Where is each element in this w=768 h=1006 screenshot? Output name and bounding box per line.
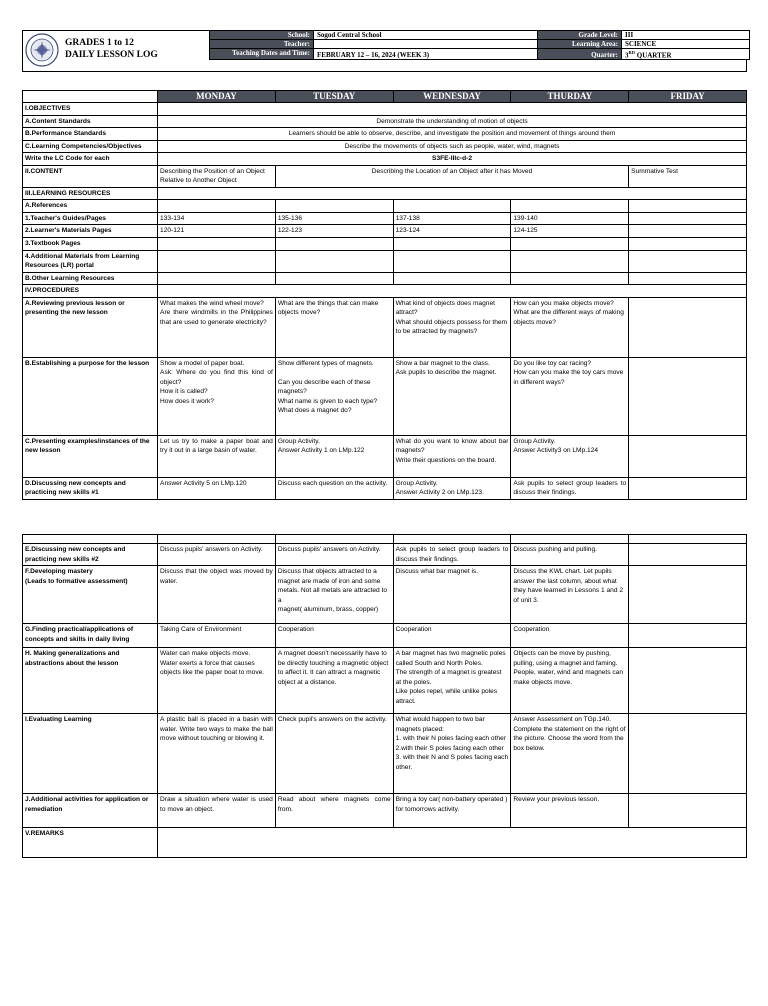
blank-cell (275, 272, 393, 285)
procedures-heading: IV.PROCEDURES (23, 285, 158, 298)
blank-cell (629, 250, 747, 272)
procedure-cell: Answer Activity 5 on LMp.120 (158, 477, 276, 499)
blank-cell (158, 535, 276, 544)
learners-materials-tuesday: 122-123 (275, 225, 393, 238)
learners-materials-wednesday: 123-124 (393, 225, 511, 238)
blank-cell (23, 535, 158, 544)
procedure-cell: Discuss pupils' answers on Activity. (158, 544, 276, 566)
day-wednesday: WEDNESDAY (393, 91, 511, 103)
procedure-cell: Show different types of magnets. Can you describe each of these magnets? What name is given to each type? What does a magnet do? (275, 357, 393, 435)
performance-standards-label: B.Performance Standards (23, 128, 158, 141)
competencies-label: C.Learning Competencies/Objectives (23, 140, 158, 153)
procedure-cell: Ask pupils to select group leaders to discuss their findings. (511, 477, 629, 499)
procedure-cell: Group Activity. Answer Activity 1 on LMp.122 (275, 435, 393, 477)
blank-cell (275, 238, 393, 251)
blank-cell (629, 238, 747, 251)
blank-cell (158, 238, 276, 251)
blank-cell (511, 535, 629, 544)
teachers-guide-tuesday: 135-136 (275, 212, 393, 225)
day-header-row (23, 91, 747, 103)
procedure-row (23, 297, 747, 357)
learners-materials-label: 2.Learner's Materials Pages (23, 225, 158, 238)
procedures-rows-page1 (23, 297, 747, 499)
procedure-row (23, 435, 747, 477)
procedure-row (23, 648, 747, 714)
procedure-cell: What are the things that can make objects move? (275, 297, 393, 357)
procedure-label: A.Reviewing previous lesson or presenting the new lesson (23, 297, 158, 357)
learning-area-label: Learning Area: (538, 40, 622, 49)
procedure-cell: Show a model of paper boat. Ask: Where do you find this kind of object? How it is called? How does it work? (158, 357, 276, 435)
blank-cell (393, 272, 511, 285)
teacher-value (314, 40, 538, 49)
school-label: School: (210, 31, 314, 40)
blank-cell (629, 272, 747, 285)
grade-level-label: Grade Level: (538, 31, 622, 40)
procedure-cell: A magnet doesn't necessarily have to be directly touching a magnetic object to affect it. It can attract a magnetic object at a distance. (275, 648, 393, 714)
day-header-blank (23, 91, 158, 103)
blank-cell (393, 250, 511, 272)
performance-standards-value: Learners should be able to observe, describe, and investigate the position and movement of things around them (158, 128, 747, 141)
resources-blank (158, 187, 747, 200)
blank-cell (629, 535, 747, 544)
grade-level-value: III (622, 31, 750, 40)
quarter-label: Quarter: (538, 49, 622, 60)
procedure-cell: How can you make objects move? What are the different ways of making objects move? (511, 297, 629, 357)
procedure-label: B.Establishing a purpose for the lesson (23, 357, 158, 435)
content-standards-label: A.Content Standards (23, 115, 158, 128)
procedure-cell (629, 794, 747, 828)
procedure-cell: Objects can be move by pushing, pulling, using a magnet and faming. People, water, wind and magnets can make objects move. (511, 648, 629, 714)
objectives-blank (158, 103, 747, 116)
content-monday: Describing the Position of an Object Relative to Another Object (158, 165, 276, 187)
procedure-cell: Discuss that objects attracted to a magnet are made of iron and some metals. Not all metals are attracted to a magnet( aluminum, brass, copper) (275, 566, 393, 624)
additional-materials-label: 4.Additional Materials from Learning Resources (LR) portal (23, 250, 158, 272)
procedure-cell: What kind of objects does magnet attract? What should objects possess for them to be attracted by magnets? (393, 297, 511, 357)
other-resources-label: B.Other Learning Resources (23, 272, 158, 285)
lc-code-label: Write the LC Code for each (23, 153, 158, 166)
procedure-cell: Discuss pushing and pulling. (511, 544, 629, 566)
objectives-heading: I.OBJECTIVES (23, 103, 158, 116)
blank-cell (275, 535, 393, 544)
procedure-cell: Answer Assessment on TGp.140. Complete the statement on the right of the picture. Choose the word from the box below. (511, 714, 629, 794)
procedure-cell: Water can make objects move. Water exerts a force that causes objects like the paper boat to move. (158, 648, 276, 714)
procedure-label: V.REMARKS (23, 828, 158, 858)
procedure-row (23, 566, 747, 624)
procedure-row (23, 357, 747, 435)
day-monday: MONDAY (158, 91, 276, 103)
textbook-pages-label: 3.Textbook Pages (23, 238, 158, 251)
procedure-cell: Draw a situation where water is used to move an object. (158, 794, 276, 828)
procedure-cell: Taking Care of Environment (158, 624, 276, 648)
procedure-cell (629, 297, 747, 357)
procedure-cell: Cooperation (511, 624, 629, 648)
procedure-cell (629, 357, 747, 435)
procedure-cell: Discuss the KWL chart. Let pupils answer the last column, about what they have learned in Lessons 1 and 2 of unit 3. (511, 566, 629, 624)
blank-cell (158, 272, 276, 285)
procedure-row (23, 477, 747, 499)
procedure-cell (629, 435, 747, 477)
blank-cell (158, 200, 276, 213)
blank-cell (629, 212, 747, 225)
teachers-guide-wednesday: 137-138 (393, 212, 511, 225)
lesson-log-table-page1 (22, 90, 747, 500)
procedure-cell: Show a bar magnet to the class. Ask pupils to describe the magnet. (393, 357, 511, 435)
procedure-cell: What makes the wind wheel move? Are there windmills in the Philippines that are used to generate electricity? (158, 297, 276, 357)
teacher-label: Teacher: (210, 40, 314, 49)
procedure-label: D.Discussing new concepts and practicing new skills #1 (23, 477, 158, 499)
learners-materials-monday: 120-121 (158, 225, 276, 238)
content-tue-thu: Describing the Location of an Object after it has Moved (275, 165, 628, 187)
procedure-cell: Group Activity. Answer Activity 2 on LMp.123. (393, 477, 511, 499)
procedure-cell (629, 624, 747, 648)
blank-cell (393, 200, 511, 213)
document-title (65, 37, 158, 61)
procedure-cell: Let us try to make a paper boat and try it out in a large basin of water. (158, 435, 276, 477)
blank-cell (511, 250, 629, 272)
teaching-dates-value: FEBRUARY 12 – 16, 2024 (WEEK 3) (314, 49, 538, 60)
procedures-blank (158, 285, 747, 298)
procedure-cell: Discuss what bar magnet is. (393, 566, 511, 624)
procedure-cell: Review your previous lesson. (511, 794, 629, 828)
competencies-value: Describe the movements of objects such as people, water, wind, magnets (158, 140, 747, 153)
blank-cell (629, 225, 747, 238)
content-standards-value: Demonstrate the understanding of motion of objects (158, 115, 747, 128)
procedure-label: H. Making generalizations and abstractions about the lesson (23, 648, 158, 714)
document-header (22, 30, 747, 72)
title-line-1: GRADES 1 to 12 (65, 38, 134, 48)
procedure-label: J.Additional activities for application or remediation (23, 794, 158, 828)
procedure-label: G.Finding practical/applications of concepts and skills in daily living (23, 624, 158, 648)
procedure-row (23, 794, 747, 828)
procedure-row (23, 544, 747, 566)
day-tuesday: TUESDAY (275, 91, 393, 103)
references-label: A.References (23, 200, 158, 213)
title-line-2: DAILY LESSON LOG (65, 50, 158, 60)
resources-heading: III.LEARNING RESOURCES (23, 187, 158, 200)
blank-cell (275, 250, 393, 272)
lc-code-value: S3FE-IIIc-d-2 (158, 153, 747, 166)
procedure-label: I.Evaluating Learning (23, 714, 158, 794)
procedure-cell: Do you like toy car racing? How can you make the toy cars move in different ways? (511, 357, 629, 435)
quarter-suffix: RD (628, 50, 635, 55)
procedure-cell: Group Activity. Answer Activity3 on LMp.124 (511, 435, 629, 477)
procedure-cell: Ask pupils to select group leaders to discuss their findings. (393, 544, 511, 566)
procedure-row (23, 624, 747, 648)
blank-cell (275, 200, 393, 213)
blank-cell (511, 200, 629, 213)
procedure-cell: Bring a toy car( non-battery operated ) for tomorrows activity. (393, 794, 511, 828)
day-thursday: THURDAY (511, 91, 629, 103)
blank-cell (511, 272, 629, 285)
blank-cell (158, 250, 276, 272)
procedure-cell: Read about where magnets come from. (275, 794, 393, 828)
procedures-rows-page2 (23, 544, 747, 858)
procedure-cell: A bar magnet has two magnetic poles called South and North Poles. The strength of a magnet is greatest at the poles. Like poles repel, while unlike poles attract. (393, 648, 511, 714)
procedure-cell (629, 566, 747, 624)
quarter-number: 3 (625, 51, 629, 60)
blank-cell (393, 238, 511, 251)
procedure-label: E.Discussing new concepts and practicing new skills #2 (23, 544, 158, 566)
day-friday: FRIDAY (629, 91, 747, 103)
procedure-cell: Discuss that the object was moved by water. (158, 566, 276, 624)
quarter-value (622, 49, 750, 60)
procedure-cell (158, 828, 747, 858)
procedure-label: F.Developing mastery (Leads to formative assessment) (23, 566, 158, 624)
teachers-guide-label: 1.Teacher's Guides/Pages (23, 212, 158, 225)
procedure-cell (629, 714, 747, 794)
procedure-cell: A plastic ball is placed in a basin with water. Write two ways to make the ball move without touching or blowing it. (158, 714, 276, 794)
school-value: Sogod Central School (314, 31, 538, 40)
teaching-dates-label: Teaching Dates and Time: (210, 49, 314, 60)
header-info-table (209, 30, 750, 60)
procedure-cell: Discuss each question on the activity. (275, 477, 393, 499)
procedure-cell (629, 544, 747, 566)
content-friday: Summative Test (629, 165, 747, 187)
blank-cell (393, 535, 511, 544)
content-label: II.CONTENT (23, 165, 158, 187)
deped-seal-icon (25, 33, 59, 67)
teachers-guide-monday: 133-134 (158, 212, 276, 225)
blank-cell (629, 200, 747, 213)
procedure-cell: Cooperation (275, 624, 393, 648)
procedure-cell (629, 477, 747, 499)
quarter-word: QUARTER (635, 51, 672, 60)
procedure-cell (629, 648, 747, 714)
procedure-cell: Check pupil's answers on the activity. (275, 714, 393, 794)
lesson-log-table-page2 (22, 534, 747, 858)
learning-area-value: SCIENCE (622, 40, 750, 49)
procedure-cell: What would happen to two bar magnets placed: 1. with their N poles facing each other 2.with their S poles facing each other 3. with their N and S poles facing each other. (393, 714, 511, 794)
learners-materials-thursday: 124-125 (511, 225, 629, 238)
procedure-cell: What do you want to know about bar magnets? Write their questions on the board. (393, 435, 511, 477)
procedure-row (23, 828, 747, 858)
procedure-cell: Discuss pupils' answers on Activity. (275, 544, 393, 566)
teachers-guide-thursday: 139-140 (511, 212, 629, 225)
procedure-row (23, 714, 747, 794)
procedure-cell: Cooperation (393, 624, 511, 648)
procedure-label: C.Presenting examples/instances of the new lesson (23, 435, 158, 477)
blank-cell (511, 238, 629, 251)
